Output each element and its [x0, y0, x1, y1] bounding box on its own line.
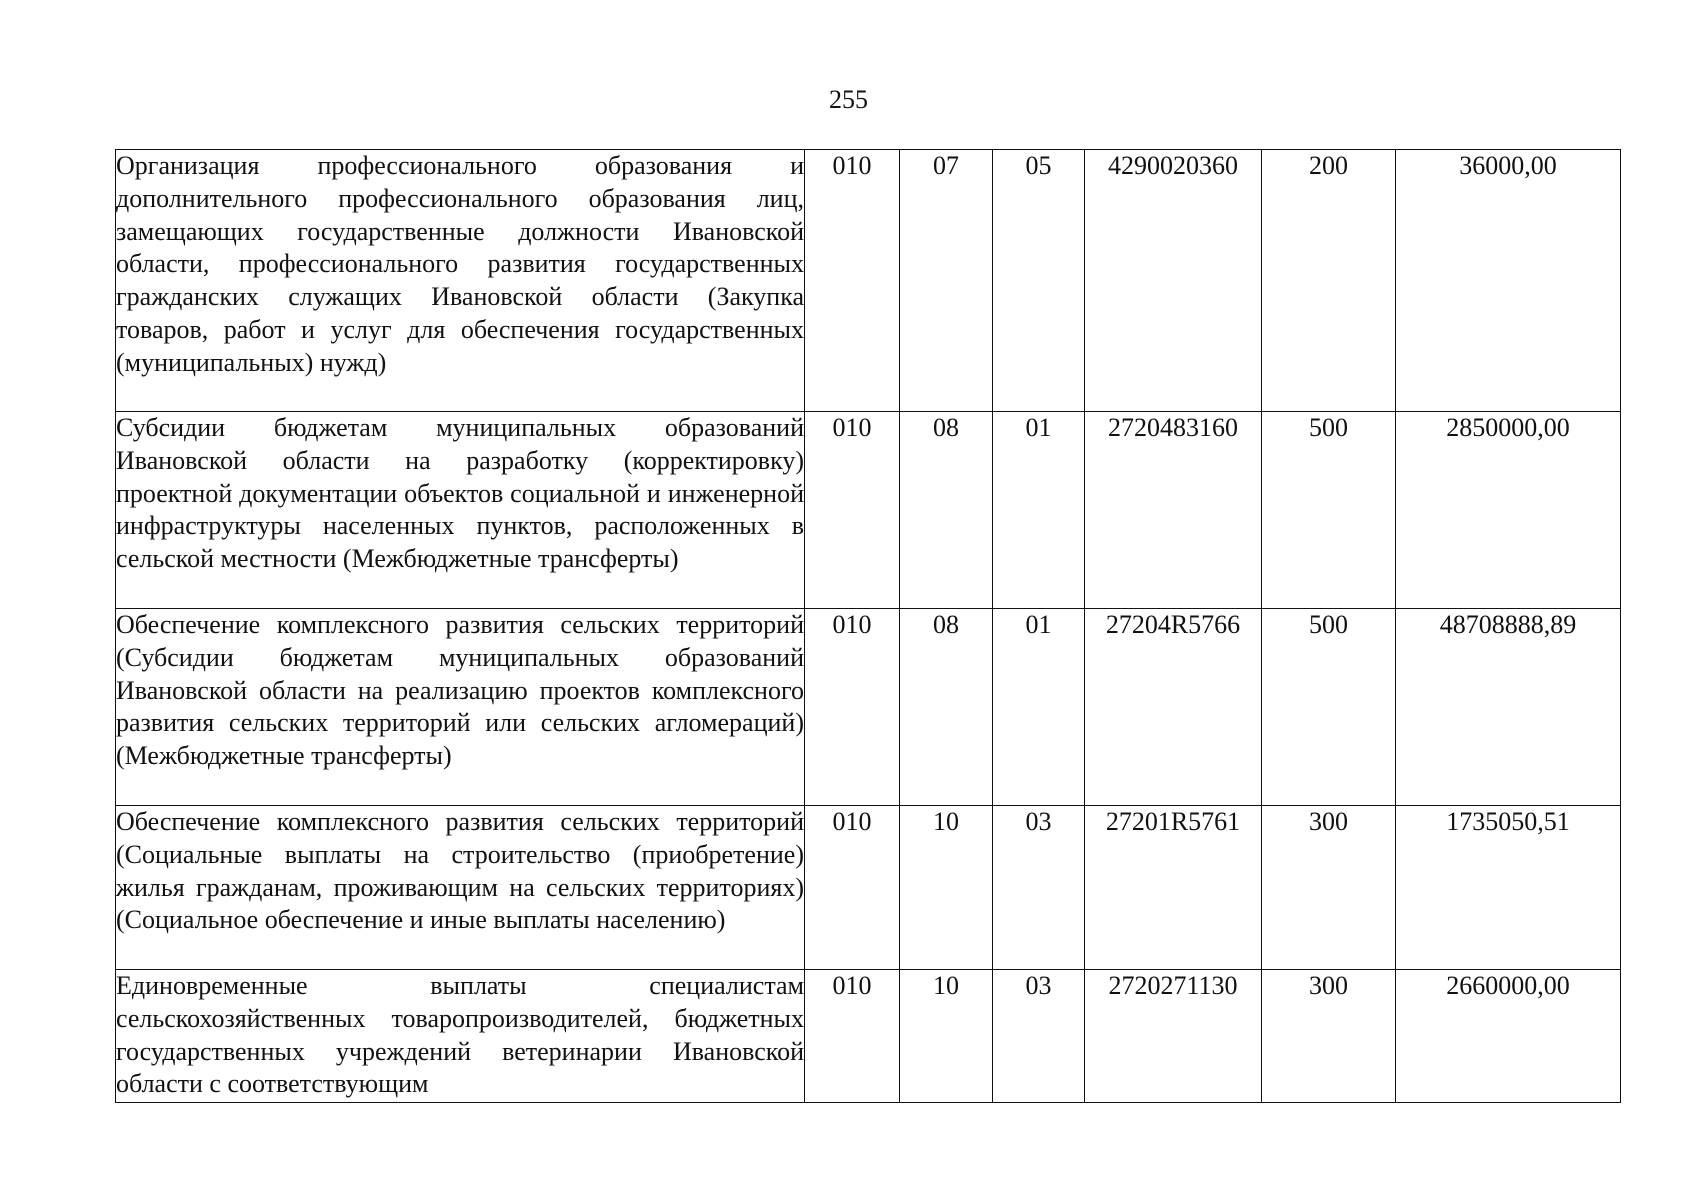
expense-type-code: 300 [1262, 970, 1396, 1103]
row-description: Обеспечение комплексного развития сельских территорий (Социальные выплаты на строительство (приобретение) жилья гражданам, проживающим на сельских территориях) (Социальное обеспечение и иные выплаты населению) [116, 806, 805, 970]
amount-value: 36000,00 [1396, 150, 1621, 412]
section-code: 08 [900, 412, 993, 609]
subsection-code: 03 [993, 806, 1085, 970]
ministry-code: 010 [805, 609, 900, 806]
expense-type-code: 500 [1262, 412, 1396, 609]
table-row [116, 412, 1621, 609]
table-row [116, 609, 1621, 806]
target-article-code: 27201R5761 [1085, 806, 1262, 970]
ministry-code: 010 [805, 150, 900, 412]
target-article-code: 27204R5766 [1085, 609, 1262, 806]
subsection-code: 03 [993, 970, 1085, 1103]
budget-table [115, 149, 1621, 1103]
table-row [116, 970, 1621, 1103]
table-row [116, 150, 1621, 412]
target-article-code: 2720483160 [1085, 412, 1262, 609]
page-number: 255 [829, 85, 868, 114]
row-description: Организация профессионального образования и дополнительного профессионального образования лиц, замещающих государственные должности Ивановской области, профессионального развития государственных гражданских служащих Ивановской области (Закупка товаров, работ и услуг для обеспечения государственных (муниципальных) нужд) [116, 150, 805, 412]
expense-type-code: 200 [1262, 150, 1396, 412]
target-article-code: 4290020360 [1085, 150, 1262, 412]
amount-value: 2850000,00 [1396, 412, 1621, 609]
ministry-code: 010 [805, 412, 900, 609]
expense-type-code: 500 [1262, 609, 1396, 806]
section-code: 10 [900, 970, 993, 1103]
subsection-code: 01 [993, 609, 1085, 806]
table-row [116, 806, 1621, 970]
ministry-code: 010 [805, 806, 900, 970]
amount-value: 1735050,51 [1396, 806, 1621, 970]
row-description: Единовременные выплаты специалистам сельскохозяйственных товаропроизводителей, бюджетных государственных учреждений ветеринарии Ивановской области с соответствующим [116, 970, 805, 1103]
subsection-code: 05 [993, 150, 1085, 412]
subsection-code: 01 [993, 412, 1085, 609]
ministry-code: 010 [805, 970, 900, 1103]
expense-type-code: 300 [1262, 806, 1396, 970]
amount-value: 2660000,00 [1396, 970, 1621, 1103]
section-code: 08 [900, 609, 993, 806]
target-article-code: 2720271130 [1085, 970, 1262, 1103]
amount-value: 48708888,89 [1396, 609, 1621, 806]
row-description: Обеспечение комплексного развития сельских территорий (Субсидии бюджетам муниципальных образований Ивановской области на реализацию проектов комплексного развития сельских территорий или сельских агломераций) (Межбюджетные трансферты) [116, 609, 805, 806]
section-code: 10 [900, 806, 993, 970]
section-code: 07 [900, 150, 993, 412]
row-description: Субсидии бюджетам муниципальных образований Ивановской области на разработку (корректировку) проектной документации объектов социальной и инженерной инфраструктуры населенных пунктов, расположенных в сельской местности (Межбюджетные трансферты) [116, 412, 805, 609]
